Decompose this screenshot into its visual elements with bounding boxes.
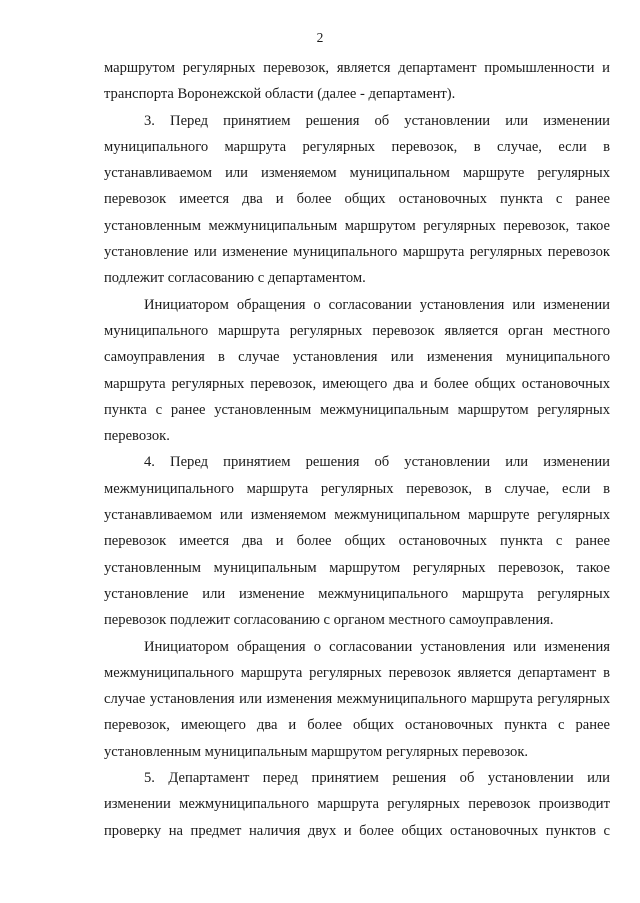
page-number: 2 bbox=[316, 30, 324, 45]
paragraph-clause-5: 5. Департамент перед принятием решения об установлении или изменении межмуниципального маршрута регулярных перевозок производит проверку на предмет наличия двух и более общих остановочных пунктов с bbox=[104, 770, 610, 839]
paragraph-clause-3: 3. Перед принятием решения об установлении или изменении муниципального маршрута регулярных перевозок, в случае, если в устанавливаемом или изменяемом муниципальном маршруте регулярных перевозок имеется два и более общих остановочных пункта с ранее установленным межмуниципальным маршрутом регулярных перевозок, такое установление или изменение муниципального маршрута регулярных перевозок подлежит согласованию с департаментом. bbox=[104, 112, 610, 287]
document-body bbox=[104, 55, 610, 844]
paragraph-continuation: маршрутом регулярных перевозок, является департамент промышленности и транспорта Воронежской области (далее - департамент). bbox=[104, 60, 610, 103]
paragraph-initiator-municipal: Инициатором обращения о согласовании установления или изменении муниципального маршрута регулярных перевозок является орган местного самоуправления в случае установления или изменения муниципального маршрута регулярных перевозок, имеющего два и более общих остановочных пункта с ранее установленным межмуниципальным маршрутом регулярных перевозок. bbox=[104, 296, 610, 445]
paragraph-initiator-intermunicipal: Инициатором обращения о согласовании установления или изменения межмуниципального маршрута регулярных перевозок является департамент в случае установления или изменения межмуниципального маршрута регулярных перевозок, имеющего два и более общих остановочных пункта с ранее установленным муниципальным маршрутом регулярных перевозок. bbox=[104, 638, 610, 760]
paragraph-clause-4: 4. Перед принятием решения об установлении или изменении межмуниципального маршрута регулярных перевозок, в случае, если в устанавливаемом или изменяемом межмуниципальном маршруте регулярных перевозок имеется два и более общих остановочных пункта с ранее установленным муниципальным маршрутом регулярных перевозок, такое установление или изменение межмуниципального маршрута регулярных перевозок подлежит согласованию с органом местного самоуправления. bbox=[104, 454, 610, 629]
